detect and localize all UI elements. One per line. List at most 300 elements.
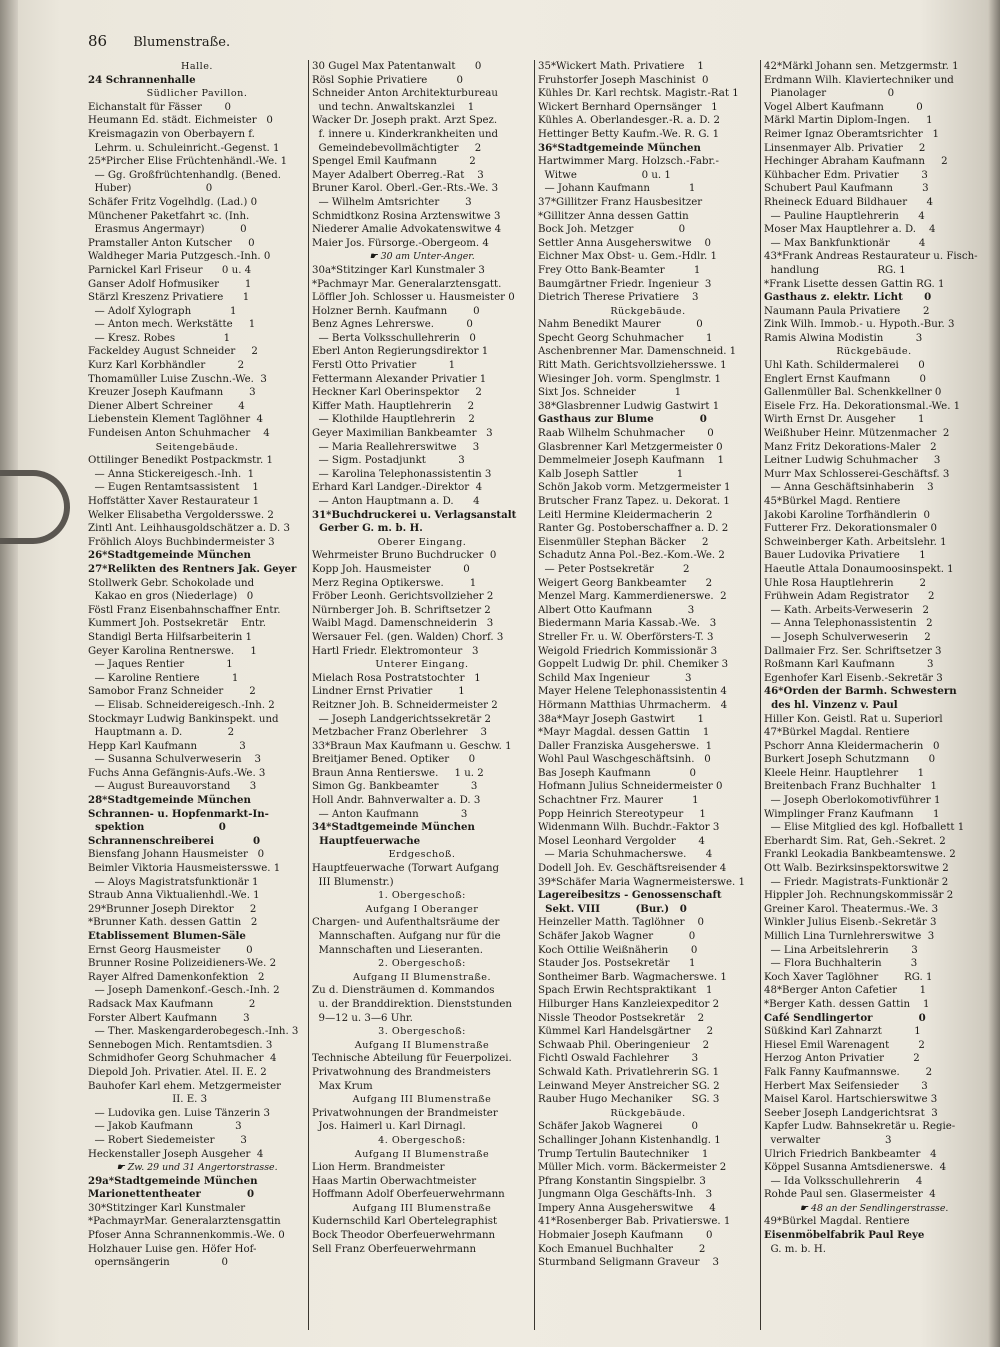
directory-entry: — Wilhelm Amtsrichter 3: [312, 196, 472, 208]
directory-entry: 30a*Stitzinger Karl Kunstmaler 3: [312, 264, 485, 276]
directory-entry: Café Sendlingertor 0: [764, 1011, 926, 1024]
directory-entry: Pramstaller Anton Kutscher 0: [88, 237, 255, 249]
directory-entry: Eisele Frz. Ha. Dekorationsmal.-We. 1: [764, 400, 961, 412]
section-heading: Aufgang III Blumenstraße: [352, 1094, 492, 1106]
directory-entry: Hiller Kon. Geistl. Rat u. Superiorl: [764, 713, 943, 725]
directory-entry: Uhle Rosa Hauptlehrerin 2: [764, 577, 926, 589]
directory-entry: Ulrich Friedrich Bankbeamter 4: [764, 1148, 937, 1160]
directory-entry: Fichtl Oswald Fachlehrer 3: [538, 1053, 699, 1065]
directory-entry: Rösl Sophie Privatiere 0: [312, 74, 463, 86]
directory-entry: Lion Herm. Brandmeister: [312, 1162, 445, 1174]
directory-entry: Bock Theodor Oberfeuerwehrmann: [312, 1230, 496, 1242]
directory-entry: Burkert Joseph Schutzmann 0: [764, 754, 936, 766]
directory-entry: Biensfang Johann Hausmeister 0: [88, 849, 265, 861]
directory-entry: Kapfer Ludw. Bahnsekretär u. Regie-: [764, 1121, 956, 1133]
directory-entry: Wersauer Fel. (gen. Walden) Chorf. 3: [312, 631, 504, 643]
directory-entry: Niederer Amalie Advokatenswitwe 4: [312, 224, 502, 236]
directory-entry: 26*Stadtgemeinde München: [88, 549, 251, 562]
directory-entry: Diener Albert Schreiner 4: [88, 400, 245, 412]
directory-entry: Wehrmeister Bruno Buchdrucker 0: [312, 550, 497, 562]
directory-entry: Bas Joseph Kaufmann 0: [538, 767, 697, 779]
directory-entry: 28*Stadtgemeinde München: [88, 794, 251, 807]
directory-entry: Mosel Leonhard Vergolder 4: [538, 835, 705, 847]
directory-entry: — Joseph Landgerichtssekretär 2: [312, 713, 491, 725]
directory-entry: — August Bureauvorstand 3: [88, 781, 257, 793]
directory-entry: spektion 0: [88, 821, 226, 834]
directory-entry: Koch Ottilie Weißnäherin 0: [538, 944, 698, 956]
column-rule: [534, 60, 535, 1330]
section-heading: Aufgang II Blumenstraße.: [353, 971, 491, 983]
directory-entry: Brutscher Franz Tapez. u. Dekorat. 1: [538, 496, 730, 507]
directory-entry: Schubert Paul Kaufmann 3: [764, 183, 929, 195]
section-heading: 3. Obergeschoß:: [378, 1026, 466, 1038]
directory-entry: Sixt Jos. Schneider 1: [538, 387, 682, 399]
directory-entry: f. innere u. Kinderkrankheiten und: [312, 128, 499, 140]
directory-entry: Popp Heinrich Stereotypeur 1: [538, 808, 706, 820]
directory-entry: *Mayr Magdal. dessen Gattin 1: [538, 727, 710, 739]
directory-entry: Bauhofer Karl ehem. Metzgermeister: [88, 1080, 282, 1092]
directory-entry: Roßmann Karl Kaufmann 3: [764, 659, 934, 671]
directory-entry: 25*Pircher Elise Früchtenhändl.-We. 1: [88, 156, 288, 168]
directory-entry: Greiner Karol. Theatermus.-We. 3: [764, 903, 939, 915]
directory-entry: 37*Gillitzer Franz Hausbesitzer: [538, 196, 703, 208]
directory-entry: Erdmann Wilh. Klaviertechniker und: [764, 74, 954, 86]
directory-entry: — Johann Kaufmann 1: [538, 183, 696, 195]
directory-entry: Süßkind Karl Zahnarzt 1: [764, 1026, 921, 1038]
directory-entry: Leinwand Meyer Anstreicher SG. 2: [538, 1080, 720, 1092]
directory-entry: Eberhardt Sim. Rat, Geh.-Sekret. 2: [764, 835, 946, 847]
directory-entry: *Gillitzer Anna dessen Gattin: [538, 210, 689, 222]
directory-entry: Rayer Alfred Damenkonfektion 2: [88, 971, 265, 983]
section-heading: Erdgeschoß.: [388, 849, 456, 861]
directory-entry: Bock Joh. Metzger 0: [538, 224, 686, 236]
directory-entry: II. E. 3: [88, 1094, 208, 1106]
directory-entry: Simon Gg. Bankbeamter 3: [312, 781, 478, 793]
directory-entry: Pfrang Konstantin Singspielbr. 3: [538, 1175, 706, 1187]
directory-entry: Hobmaier Joseph Kaufmann 0: [538, 1230, 713, 1242]
directory-entry: Rheineck Eduard Bildhauer 4: [764, 196, 933, 208]
directory-entry: *Berger Kath. dessen Gattin 1: [764, 998, 930, 1010]
directory-entry: Herbert Max Seifensieder 3: [764, 1080, 928, 1092]
directory-entry: Schwald Kath. Privatlehrerin SG. 1: [538, 1066, 720, 1078]
directory-entry: — Joseph Damenkonf.-Gesch.-Inh. 2: [88, 985, 280, 997]
directory-entry: Zu d. Diensträumen d. Kommandos: [312, 985, 495, 997]
directory-entry: 31*Buchdruckerei u. Verlagsanstalt: [312, 508, 517, 521]
directory-entry: Ernst Georg Hausmeister 0: [88, 944, 253, 956]
directory-entry: Schrannenschreiberei 0: [88, 834, 261, 847]
directory-entry: Specht Georg Schuhmacher 1: [538, 332, 713, 344]
directory-entry: 24 Schrannenhalle: [88, 73, 196, 86]
directory-entry: 9—12 u. 3—6 Uhr.: [312, 1012, 413, 1024]
directory-entry: Uhl Kath. Schildermalerei 0: [764, 360, 925, 372]
directory-entry: Dallmaier Frz. Ser. Schriftsetzer 3: [764, 645, 942, 657]
directory-entry: — Kresz. Robes 1: [88, 332, 231, 344]
directory-entry: — Maria Schuhmacherswe. 4: [538, 849, 713, 861]
book-gutter-shadow: [0, 0, 18, 1347]
directory-entry: und techn. Anwaltskanzlei 1: [312, 101, 475, 113]
directory-entry: 30 Gugel Max Patentanwalt 0: [312, 61, 482, 72]
directory-entry: Millich Lina Turnlehrerswitwe 3: [764, 931, 935, 942]
directory-entry: Kakao en gros (Niederlage) 0: [88, 591, 254, 603]
directory-entry: Heckenstaller Joseph Ausgeher 4: [88, 1148, 264, 1160]
directory-entry: — Lina Arbeitslehrerin 3: [764, 944, 918, 956]
directory-entry: Etablissement Blumen-Säle: [88, 930, 246, 942]
directory-entry: Vogel Albert Kaufmann 0: [764, 101, 923, 113]
directory-entry: 36*Stadtgemeinde München: [538, 141, 701, 154]
directory-entry: Föstl Franz Eisenbahnschaffner Entr.: [88, 604, 281, 616]
directory-entry: Daller Franziska Ausgeherswe. 1: [538, 740, 713, 752]
cross-reference: ☛ 48 an der Sendlingerstrasse.: [799, 1202, 949, 1214]
directory-entry: Bauer Ludovika Privatiere 1: [764, 550, 926, 562]
cross-reference: ☛ 30 am Unter-Anger.: [369, 251, 475, 263]
directory-entry: Wimplinger Franz Kaufmann 1: [764, 808, 940, 820]
directory-entry: Eisenmüller Stephan Bäcker 2: [538, 536, 709, 548]
directory-entry: Schäfer Jakob Wagnerei 0: [538, 1121, 699, 1133]
directory-entry: — Klothilde Hauptlehrerin 2: [312, 414, 475, 426]
section-heading: 2. Obergeschoß:: [378, 958, 466, 970]
directory-entry: Wickert Bernhard Opernsänger 1: [538, 101, 718, 113]
directory-entry: Max Krum: [312, 1080, 373, 1092]
directory-entry: Holzner Bernh. Kaufmann 0: [312, 305, 480, 317]
directory-entry: Weigold Friedrich Kommissionär 3: [538, 645, 718, 657]
directory-entry: Ranter Gg. Postoberschaffner a. D. 2: [538, 523, 729, 535]
directory-entry: Thomamüller Luise Zuschn.-We. 3: [88, 373, 267, 385]
directory-entry: Kümmel Karl Handelsgärtner 2: [538, 1026, 714, 1038]
directory-entry: Gasthaus z. elektr. Licht 0: [764, 291, 932, 304]
directory-entry: Huber) 0: [88, 183, 213, 195]
directory-entry: Mayer Helene Telephonassistentin 4: [538, 686, 727, 698]
directory-entry: Streller Fr. u. W. Oberförsters-T. 3: [538, 631, 714, 643]
directory-entry: Impery Anna Ausgeherswitwe 4: [538, 1202, 716, 1214]
directory-entry: Manz Fritz Dekorations-Maler 2: [764, 441, 937, 453]
directory-entry: — Ludovika gen. Luise Tänzerin 3: [88, 1107, 270, 1119]
directory-entry: Gerber G. m. b. H.: [312, 522, 423, 535]
directory-entry: Marionettentheater 0: [88, 1188, 255, 1201]
directory-entry: — Anna Telephonassistentin 2: [764, 618, 933, 630]
directory-entry: Haeutle Attala Donaumoosinspekt. 1: [764, 563, 954, 575]
directory-entry: — Joseph Oberlokomotivführer 1: [764, 795, 941, 807]
directory-entry: Stollwerk Gebr. Schokolade und: [88, 577, 255, 589]
directory-entry: 27*Relikten des Rentners Jak. Geyer: [88, 562, 297, 575]
directory-entry: Moser Max Hauptlehrer a. D. 4: [764, 224, 936, 236]
directory-entry: Koch Xaver Taglöhner RG. 1: [764, 971, 933, 983]
directory-entry: *Pachmayr Mar. Generalarztensgatt.: [312, 278, 502, 290]
directory-entry: Märkl Martin Diplom-Ingen. 1: [764, 115, 933, 127]
directory-entry: — Anton Kaufmann 3: [312, 808, 468, 820]
directory-entry: Winkler Julius Eisenb.-Sekretär 3: [764, 917, 937, 929]
directory-entry: — Kath. Arbeits-Verweserin 2: [764, 604, 929, 616]
directory-entry: Lindner Ernst Privatier 1: [312, 686, 465, 698]
directory-entry: Rauber Hugo Mechaniker SG. 3: [538, 1094, 720, 1106]
directory-entry: Zintl Ant. Leihhausgoldschätzer a. D. 3: [88, 523, 290, 535]
directory-entry: Kreismagazin von Oberbayern f.: [88, 128, 255, 140]
directory-entry: Pschorr Anna Kleidermacherin 0: [764, 740, 940, 752]
directory-entry: — Peter Postsekretär 2: [538, 563, 690, 575]
directory-entry: Forster Albert Kaufmann 3: [88, 1012, 250, 1024]
directory-entry: Geyer Maximilian Bankbeamter 3: [312, 428, 493, 440]
page-number: 86: [88, 32, 108, 50]
column-2: [312, 60, 532, 1340]
directory-entry: — Elise Mitglied des kgl. Hofballett 1: [764, 822, 965, 834]
directory-entry: Wacker Dr. Joseph prakt. Arzt Spez.: [312, 115, 498, 127]
directory-entry: — Friedr. Magistrats-Funktionär 2: [764, 876, 949, 888]
directory-entry: Nürnberger Joh. B. Schriftsetzer 2: [312, 604, 491, 616]
directory-entry: Heckner Karl Oberinspektor 2: [312, 387, 482, 399]
directory-entry: Parnickel Karl Friseur 0 u. 4: [88, 264, 252, 276]
directory-entry: Fackeldey August Schneider 2: [88, 346, 258, 358]
directory-entry: Waibl Magd. Damenschneiderin 3: [312, 618, 494, 630]
section-heading: Seitengebäude.: [155, 441, 239, 453]
directory-entry: 29*Brunner Joseph Direktor 2: [88, 903, 257, 915]
column-rule: [308, 60, 309, 1330]
section-heading: Rückgebäude.: [610, 1107, 686, 1119]
directory-entry: Brunner Rosine Polizeidieners-We. 2: [88, 958, 277, 970]
directory-entry: Braun Anna Rentierswe. 1 u. 2: [312, 767, 484, 779]
directory-entry: Münchener Paketfahrt ꝛc. (Inh.: [88, 210, 250, 222]
directory-entry: Eisenmöbelfabrik Paul Reye: [764, 1229, 925, 1242]
directory-entry: — Joseph Schulverweserin 2: [764, 631, 931, 643]
directory-entry: Haas Martin Oberwachtmeister: [312, 1175, 477, 1187]
directory-entry: Frankl Leokadia Bankbeamtenswe. 2: [764, 849, 956, 861]
directory-entry: Kudernschild Karl Obertelegraphist: [312, 1216, 498, 1228]
directory-entry: verwalter 3: [764, 1134, 892, 1146]
directory-entry: Ganser Adolf Hofmusiker 1: [88, 278, 252, 290]
directory-entry: Löffler Joh. Schlosser u. Hausmeister 0: [312, 292, 515, 304]
directory-entry: Reitzner Joh. B. Schneidermeister 2: [312, 699, 498, 711]
directory-entry: Baumgärtner Friedr. Ingenieur 3: [538, 278, 712, 290]
directory-entry: Goppelt Ludwig Dr. phil. Chemiker 3: [538, 659, 729, 671]
directory-entry: Heinzeller Matth. Taglöhner 0: [538, 917, 704, 929]
directory-entry: Breitjamer Bened. Optiker 0: [312, 754, 476, 766]
directory-entry: 30*Stitzinger Karl Kunstmaler: [88, 1202, 246, 1214]
directory-entry: Pfoser Anna Schrannenkommis.-We. 0: [88, 1230, 285, 1242]
directory-entry: Fröhlich Aloys Buchbindermeister 3: [88, 536, 275, 548]
directory-entry: Stauder Jos. Postsekretär 1: [538, 958, 696, 970]
section-heading: Südlicher Pavillon.: [146, 88, 248, 100]
directory-entry: Geyer Karolina Rentnerswe. 1: [88, 645, 257, 657]
directory-entry: Welker Elisabetha Vergoldersswe. 2: [88, 509, 274, 521]
directory-entry: Ott Walb. Bezirksinspektorswitwe 2: [764, 863, 949, 875]
directory-entry: 38*Glasbrenner Ludwig Gastwirt 1: [538, 400, 720, 412]
directory-entry: Spach Erwin Rechtspraktikant 1: [538, 985, 713, 997]
directory-entry: Nahm Benedikt Maurer 0: [538, 319, 703, 331]
directory-entry: Hettinger Betty Kaufm.-We. R. G. 1: [538, 128, 720, 140]
directory-entry: Falk Fanny Kaufmannswe. 2: [764, 1066, 933, 1078]
directory-entry: — Pauline Hauptlehrerin 4: [764, 210, 925, 222]
directory-entry: Ottilinger Benedikt Postpackmstr. 1: [88, 455, 273, 467]
directory-entry: Straub Anna Viktualienhdl.-We. 1: [88, 890, 260, 902]
directory-entry: Ritt Math. Gerichtsvollziehersswe. 1: [538, 360, 727, 372]
directory-entry: Hilburger Hans Kanzleiexpeditor 2: [538, 998, 720, 1010]
directory-entry: Maisel Karol. Hartschierswitwe 3: [764, 1094, 938, 1106]
directory-entry: — Robert Siedemeister 3: [88, 1134, 247, 1146]
directory-entry: des hl. Vinzenz v. Paul: [764, 698, 898, 711]
directory-entry: — Ida Volksschullehrerin 4: [764, 1175, 923, 1187]
column-3: [538, 60, 758, 1340]
directory-entry: 46*Orden der Barmh. Schwestern: [764, 685, 957, 698]
directory-entry: Weigert Georg Bankbeamter 2: [538, 577, 713, 589]
directory-entry: Naumann Paula Privatiere 2: [764, 305, 930, 317]
directory-entry: Kiffer Math. Hauptlehrerin 2: [312, 400, 475, 412]
directory-entry: Jungmann Olga Geschäfts-Inh. 3: [538, 1189, 713, 1201]
section-heading: Unterer Eingang.: [375, 659, 469, 671]
directory-entry: G. m. b. H.: [764, 1243, 826, 1255]
directory-entry: Lagereibesitzs - Genossenschaft: [538, 889, 722, 902]
directory-entry: Kleele Heinr. Hauptlehrer 1: [764, 767, 925, 779]
directory-entry: Breitenbach Franz Buchhalter 1: [764, 781, 938, 793]
directory-entry: Kühbacher Edm. Privatier 3: [764, 169, 928, 181]
column-1: [88, 60, 306, 1340]
directory-entry: Leitl Hermine Kleidermacherin 2: [538, 509, 713, 521]
directory-entry: Jakobi Karoline Torfhändlerin 0: [764, 509, 930, 521]
directory-entry: Fuchs Anna Gefängnis-Aufs.-We. 3: [88, 767, 266, 779]
directory-entry: *Brunner Kath. dessen Gattin 2: [88, 917, 258, 929]
directory-entry: Linsenmayer Alb. Privatier 2: [764, 142, 926, 154]
directory-entry: 45*Bürkel Magd. Rentiere: [764, 496, 901, 507]
directory-entry: Sell Franz Oberfeuerwehrmann: [312, 1243, 477, 1255]
directory-entry: 42*Märkl Johann sen. Metzgermstr. 1: [764, 61, 959, 72]
directory-entry: handlung RG. 1: [764, 264, 906, 276]
directory-entry: Schäfer Jakob Wagner 0: [538, 931, 696, 942]
directory-entry: Kalb Joseph Sattler 1: [538, 468, 684, 480]
directory-entry: Raab Wilhelm Schuhmacher 0: [538, 428, 714, 440]
page-header: [88, 32, 230, 50]
directory-entry: Schmidtkonz Rosina Arztenswitwe 3: [312, 210, 501, 222]
directory-entry: Wohl Paul Waschgeschäftsinh. 0: [538, 754, 711, 766]
directory-entry: Hoffmann Adolf Oberfeuerwehrmann: [312, 1189, 505, 1201]
directory-entry: Schachtner Frz. Maurer 1: [538, 795, 699, 807]
directory-entry: 29a*Stadtgemeinde München: [88, 1174, 258, 1187]
directory-entry: Herzog Anton Privatier 2: [764, 1053, 920, 1065]
directory-entry: — Karolina Telephonassistentin 3: [312, 468, 492, 480]
directory-entry: 33*Braun Max Kaufmann u. Geschw. 1: [312, 740, 512, 752]
directory-entry: Hofmann Julius Schneidermeister 0: [538, 781, 723, 793]
column-rule: [760, 60, 761, 1330]
directory-entry: Chargen- und Aufenthaltsräume der: [312, 917, 500, 929]
directory-entry: Hauptfeuerwache (Torwart Aufgang: [312, 863, 500, 875]
directory-entry: Schallinger Johann Kistenhandlg. 1: [538, 1134, 721, 1146]
directory-entry: Hauptfeuerwache: [312, 834, 421, 847]
directory-entry: Merz Regina Optikerswe. 1: [312, 577, 477, 589]
directory-entry: Waldheger Maria Putzgesch.-Inh. 0: [88, 251, 271, 263]
directory-entry: Koch Emanuel Buchhalter 2: [538, 1243, 706, 1255]
directory-entry: Spengel Emil Kaufmann 2: [312, 156, 476, 168]
directory-entry: Frey Otto Bank-Beamter 1: [538, 264, 701, 276]
section-heading: Aufgang II Blumenstraße: [354, 1148, 490, 1160]
directory-entry: 43*Frank Andreas Restaurateur u. Fisch-: [764, 251, 978, 263]
cross-reference: ☛ Zw. 29 und 31 Angertorstrasse.: [116, 1162, 278, 1174]
directory-entry: — Adolf Xylograph 1: [88, 305, 237, 317]
section-heading: Aufgang I Oberanger: [365, 903, 479, 915]
directory-entry: Kühles Dr. Karl rechtsk. Magistr.-Rat 1: [538, 88, 739, 100]
directory-entry: Metzbacher Franz Oberlehrer 3: [312, 727, 487, 739]
directory-entry: Nissle Theodor Postsekretär 2: [538, 1012, 705, 1024]
directory-entry: Fundeisen Anton Schuhmacher 4: [88, 428, 270, 440]
directory-entry: — Karoline Rentiere 1: [88, 672, 239, 684]
running-title: Blumenstraße.: [133, 35, 231, 50]
directory-entry: — Jakob Kaufmann 3: [88, 1121, 242, 1133]
directory-entry: Kummert Joh. Postsekretär Entr.: [88, 618, 267, 630]
directory-entry: Albert Otto Kaufmann 3: [538, 604, 695, 616]
directory-entry: Gallenmüller Bal. Schenkkellner 0: [764, 387, 942, 399]
directory-entry: III Blumenstr.): [312, 876, 394, 888]
directory-entry: Technische Abteilung für Feuerpolizei.: [312, 1053, 512, 1065]
directory-entry: Diepold Joh. Privatier. Atel. II. E. 2: [88, 1066, 267, 1078]
directory-entry: Pianolager 0: [764, 88, 895, 100]
directory-entry: Dietrich Therese Privatiere 3: [538, 292, 699, 304]
directory-entry: Jos. Haimerl u. Karl Dirnagl.: [312, 1121, 466, 1133]
directory-entry: Hepp Karl Kaufmann 3: [88, 740, 246, 752]
directory-entry: Eichner Max Obst- u. Gem.-Hdlr. 1: [538, 251, 717, 263]
directory-entry: — Eugen Rentamtsassistent 1: [88, 482, 259, 494]
directory-entry: Samobor Franz Schneider 2: [88, 686, 256, 698]
directory-entry: Trump Tertulin Bautechniker 1: [538, 1148, 709, 1160]
directory-entry: 47*Bürkel Magdal. Rentiere: [764, 727, 910, 739]
directory-entry: Wiesinger Joh. vorm. Spenglmstr. 1: [538, 373, 721, 385]
directory-entry: Hörmann Matthias Uhrmacherm. 4: [538, 699, 728, 711]
directory-entry: — Berta Volksschullehrerin 0: [312, 332, 476, 344]
page-edge-shadow: [988, 0, 1000, 1347]
directory-entry: Demmelmeier Joseph Kaufmann 1: [538, 455, 724, 467]
directory-entry: Englert Ernst Kaufmann 0: [764, 373, 926, 385]
directory-entry: — Max Bankfunktionär 4: [764, 237, 926, 249]
directory-entry: Weißhuber Heinr. Mützenmacher 2: [764, 428, 950, 440]
directory-entry: Privatwohnungen der Brandmeister: [312, 1107, 498, 1119]
directory-entry: Schmidhofer Georg Schuhmacher 4: [88, 1053, 277, 1065]
directory-entry: Mielach Rosa Postratstochter 1: [312, 672, 481, 684]
section-heading: Halle.: [181, 61, 213, 72]
directory-entry: — Anton mech. Werkstätte 1: [88, 319, 256, 331]
directory-entry: *PachmayrMar. Generalarztensgattin: [88, 1216, 281, 1228]
directory-entry: Ferstl Otto Privatier 1: [312, 360, 456, 372]
directory-entry: Schön Jakob vorm. Metzgermeister 1: [538, 482, 731, 494]
directory-entry: Hartl Friedr. Elektromonteur 3: [312, 645, 479, 657]
column-4: [764, 60, 984, 1340]
directory-entry: Dodell Joh. Ev. Geschäftsreisender 4: [538, 863, 727, 875]
directory-entry: Ramis Alwina Modistin 3: [764, 332, 923, 344]
directory-entry: *Frank Lisette dessen Gattin RG. 1: [764, 278, 945, 290]
directory-entry: Köppel Susanna Amtsdienerswe. 4: [764, 1162, 947, 1174]
directory-entry: Reimer Ignaz Oberamtsrichter 1: [764, 128, 939, 140]
directory-entry: Hechinger Abraham Kaufmann 2: [764, 156, 948, 168]
directory-entry: 39*Schäfer Maria Wagnermeisterswe. 1: [538, 876, 745, 888]
directory-entry: 34*Stadtgemeinde München: [312, 821, 475, 834]
directory-entry: Kühles A. Oberlandesger.-R. a. D. 2: [538, 115, 720, 127]
directory-entry: Bruner Karol. Oberl.-Ger.-Rts.-We. 3: [312, 183, 499, 195]
directory-entry: Sennebogen Mich. Rentamtsdien. 3: [88, 1039, 273, 1051]
directory-entry: Schrannen- u. Hopfenmarkt-In-: [88, 807, 269, 820]
directory-entry: Radsack Max Kaufmann 2: [88, 998, 256, 1010]
directory-entry: Mannschaften und Lieseranten.: [312, 944, 483, 956]
directory-entry: Glasbrenner Karl Metzgermeister 0: [538, 441, 723, 453]
directory-entry: Menzel Marg. Kammerdienerswe. 2: [538, 591, 727, 603]
directory-entry: u. der Branddirektion. Dienststunden: [312, 998, 512, 1010]
directory-entry: Kurz Karl Korbhändler 2: [88, 360, 245, 372]
directory-entry: Wirth Ernst Dr. Ausgeher 1: [764, 414, 925, 426]
directory-entry: 48*Berger Anton Cafetier 1: [764, 985, 927, 997]
paper-clip: [0, 470, 70, 544]
directory-entry: Mannschaften. Aufgang nur für die: [312, 931, 501, 942]
directory-entry: 38a*Mayr Joseph Gastwirt 1: [538, 713, 704, 725]
directory-entry: Witwe 0 u. 1: [538, 169, 671, 181]
directory-entry: — Susanna Schulverweserin 3: [88, 754, 262, 766]
directory-entry: Schweinberger Kath. Arbeitslehr. 1: [764, 536, 947, 548]
directory-entry: Widenmann Wilh. Buchdr.-Faktor 3: [538, 822, 720, 834]
directory-entry: Hauptmann a. D. 2: [88, 727, 235, 739]
directory-entry: Beimler Viktoria Hausmeistersswe. 1: [88, 863, 281, 875]
directory-entry: Eichanstalt für Fässer 0: [88, 101, 231, 113]
directory-entry: Egenhofer Karl Eisenb.-Sekretär 3: [764, 672, 943, 684]
